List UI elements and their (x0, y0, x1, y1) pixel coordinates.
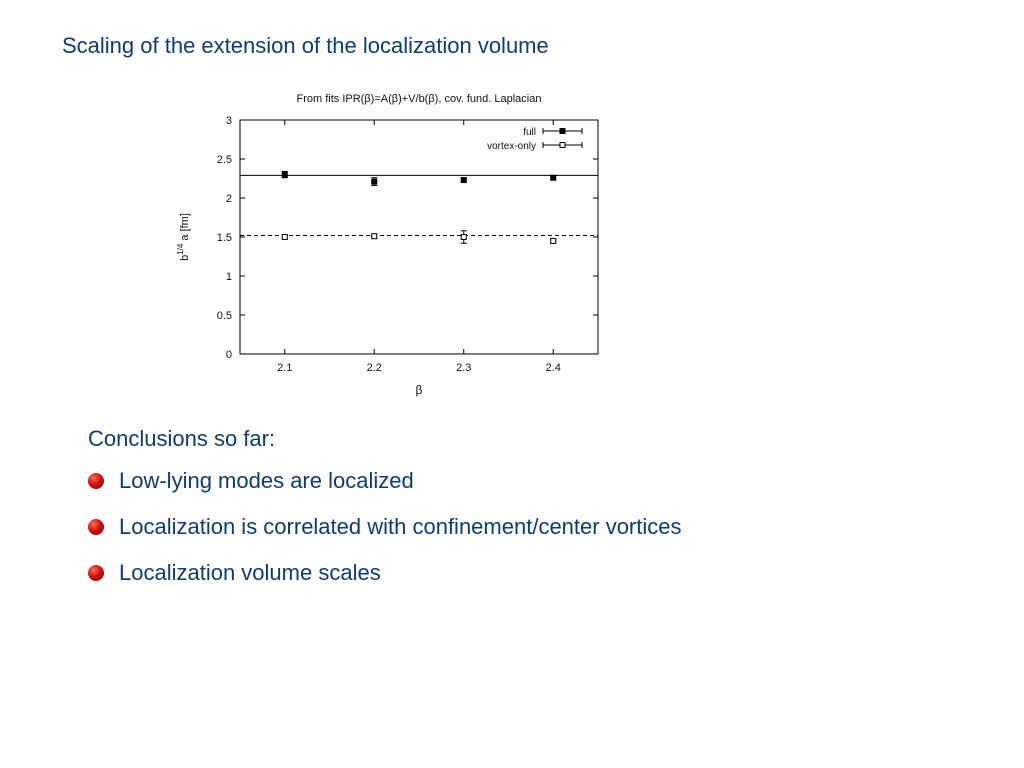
legend-marker (560, 143, 565, 148)
list-item (88, 509, 682, 544)
list-item-text: Localization is correlated with confinement/center vortices (119, 513, 682, 539)
x-tick-label: 2.3 (456, 362, 472, 374)
x-tick-label: 2.1 (277, 362, 293, 374)
legend-marker (560, 129, 565, 134)
data-point (551, 238, 556, 243)
data-point (551, 175, 556, 180)
legend-label: vortex-only (487, 141, 536, 152)
data-point (282, 172, 287, 177)
chart-title: From fits IPR(β)=A(β)+V/b(β), cov. fund. Laplacian (296, 93, 542, 105)
conclusions-list (88, 463, 682, 590)
list-item (88, 463, 682, 498)
red-bullet-icon (88, 519, 104, 535)
plot-frame (240, 120, 598, 354)
scatter-chart (160, 84, 620, 404)
y-tick-label: 0.5 (216, 310, 232, 322)
y-tick-label: 1.5 (216, 232, 232, 244)
conclusions-heading: Conclusions so far: (88, 426, 276, 451)
data-point (372, 179, 377, 184)
data-point (372, 234, 377, 239)
x-tick-label: 2.2 (366, 362, 382, 374)
y-tick-label: 2 (225, 193, 232, 205)
x-tick-label: 2.4 (545, 362, 561, 374)
y-tick-label: 0 (225, 349, 232, 361)
y-tick-label: 3 (225, 115, 232, 127)
legend-label: full (523, 127, 536, 138)
data-point (461, 235, 466, 240)
conclusions-section (88, 426, 682, 601)
list-item (88, 555, 682, 590)
y-tick-label: 1 (225, 271, 232, 283)
red-bullet-icon (88, 565, 104, 581)
data-point (461, 178, 466, 183)
y-tick-label: 2.5 (216, 154, 232, 166)
y-axis-label: $b^{1/4}$ a [fm] (176, 213, 191, 261)
list-item-text: Low-lying modes are localized (119, 467, 414, 493)
list-item-text: Localization volume scales (119, 559, 381, 585)
slide-title: Scaling of the extension of the localization volume (62, 33, 549, 58)
x-axis-label: β (415, 383, 423, 397)
red-bullet-icon (88, 473, 104, 489)
data-point (282, 235, 287, 240)
